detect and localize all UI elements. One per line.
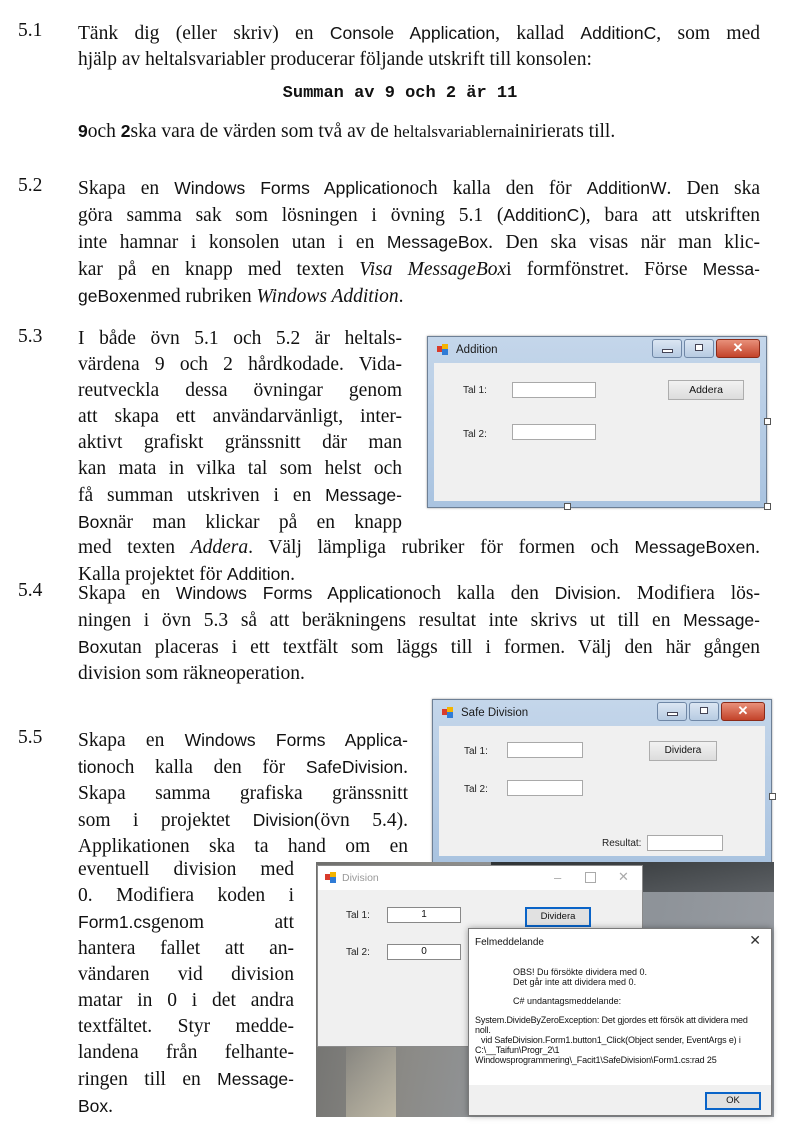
text-run: Skapa en: [78, 178, 175, 199]
title-bar: [433, 700, 771, 726]
exercise-5-5-text-cont: [78, 857, 294, 1120]
app-icon: [442, 707, 455, 718]
resize-handle[interactable]: [564, 503, 571, 510]
text-run: som i projektet: [78, 810, 253, 831]
window-title: Safe Division: [461, 707, 529, 719]
minimize-button[interactable]: [652, 339, 682, 358]
note-text: ska vara de värden som två av de: [130, 121, 394, 142]
tal2-input[interactable]: [512, 424, 596, 440]
text-run: göra samma sak som lösningen i övning 5.1 (: [78, 205, 504, 226]
exception-line: System.DivideByZeroException: Det gjordes ett försök att dividera med: [475, 1015, 748, 1025]
text-run: aktivt grafiskt gränssnitt där man: [78, 432, 402, 453]
code-term: Box: [78, 1096, 109, 1116]
exception-line: Windowsprogrammering\_Facit1\SafeDivision\Form1.cs:rad 25: [475, 1055, 717, 1065]
close-icon[interactable]: ✕: [749, 932, 761, 948]
dividera-button[interactable]: Dividera: [525, 907, 591, 927]
text-run: Skapa samma grafiska gränssnitt: [78, 783, 408, 804]
text-run: (övn 5.4).: [314, 810, 408, 831]
text-line: [78, 352, 402, 378]
text-run: , kallad: [495, 23, 581, 44]
exercise-5-3-text: [78, 326, 402, 536]
code-term: geBoxen: [78, 286, 148, 306]
maximize-icon: [700, 707, 708, 714]
note-text: och: [87, 121, 121, 142]
text-line: [78, 962, 294, 988]
exception-line: noll.: [475, 1025, 491, 1035]
minimize-icon[interactable]: –: [554, 870, 562, 885]
value-2: 2: [120, 121, 131, 141]
message-line: OBS! Du försökte dividera med 0.: [513, 967, 648, 977]
text-line: [78, 727, 408, 754]
text-line: [78, 754, 408, 781]
text-run: genom att: [150, 912, 294, 933]
text-line: [78, 883, 294, 909]
safe-division-window: [432, 699, 772, 863]
text-run: .: [403, 757, 408, 778]
text-run: matar in 0 i det andra: [78, 990, 294, 1011]
maximize-icon: [695, 344, 703, 351]
code-term: AdditionC: [580, 23, 657, 43]
code-term: Division: [554, 583, 617, 603]
text-line: [78, 482, 402, 509]
ok-button[interactable]: OK: [705, 1092, 761, 1110]
text-run: Applikationen ska ta hand om en: [78, 836, 408, 857]
tal1-input[interactable]: [507, 742, 583, 758]
text-run: Skapa en: [78, 730, 185, 751]
resize-handle[interactable]: [769, 793, 776, 800]
minimize-button[interactable]: [657, 702, 687, 721]
text-line: [78, 857, 294, 883]
text-run: textfältet. Styr medde-: [78, 1016, 294, 1037]
exercise-5-2-text: [78, 175, 760, 310]
text-run: reutveckla dessa övningar genom: [78, 380, 402, 401]
text-run: med rubriken: [147, 286, 257, 307]
close-icon: ✕: [732, 340, 744, 355]
note-text: inirierats till.: [514, 121, 616, 142]
exercise-5-5-text: [78, 727, 408, 860]
text-run: ), bara att utskriften: [579, 205, 760, 226]
text-run: och kalla den för: [106, 757, 306, 778]
text-line: [78, 781, 408, 807]
window-title: Division: [342, 872, 379, 884]
close-icon: ✕: [737, 703, 749, 718]
code-term: SafeDivision: [305, 757, 404, 777]
text-line: [78, 202, 760, 229]
code-term: Division: [252, 810, 315, 830]
exception-text: [475, 1015, 767, 1065]
text-run: landena från felhante-: [78, 1042, 294, 1063]
exercise-number: 5.1: [18, 20, 43, 41]
exercise-number: 5.3: [18, 326, 43, 347]
text-run: få summan utskriven i en: [78, 485, 326, 506]
text-run: . Välj lämpliga rubriker för formen och: [248, 537, 635, 558]
code-term: Windows Forms Application: [174, 178, 410, 198]
text-line: [78, 807, 408, 834]
close-icon[interactable]: ✕: [618, 869, 629, 884]
code-term: Addition: [226, 564, 291, 584]
code-term: Message-: [683, 610, 760, 630]
code-term: Messa-: [702, 259, 760, 279]
text-run: hantera fallet att an-: [78, 938, 294, 959]
text-run: Kalla projektet för: [78, 564, 227, 585]
text-run: värdena 9 och 2 hårdkodade. Vida-: [78, 354, 402, 375]
error-dialog: [468, 928, 772, 1116]
minimize-icon: [667, 712, 678, 716]
text-line: [78, 634, 760, 661]
text-line: [78, 1093, 294, 1120]
text-line: [78, 661, 760, 687]
maximize-icon[interactable]: [585, 872, 596, 883]
text-line: [78, 229, 760, 256]
dividera-button[interactable]: Dividera: [649, 741, 717, 761]
tal1-input[interactable]: [512, 382, 596, 398]
text-run: med texten: [78, 537, 191, 558]
code-term: Box: [78, 637, 109, 657]
form-client: [439, 726, 765, 856]
text-line: [78, 456, 402, 482]
exception-line: C:\__Taifun\Progr_2\1: [475, 1045, 560, 1055]
text-run: och kalla den för: [409, 178, 587, 199]
code-term: AdditionW: [586, 178, 667, 198]
exercise-5-4-text: [78, 580, 760, 687]
dialog-message: [513, 967, 647, 1006]
value-9: 9: [78, 121, 88, 141]
tal2-input[interactable]: [507, 780, 583, 796]
text-run: I både övn 5.1 och 5.2 är heltals-: [78, 328, 402, 349]
text-run: utan placeras i ett textfält som läggs till i formen. Välj den här gången: [108, 637, 760, 658]
text-run: eventuell division med: [78, 859, 294, 880]
exercise-number: 5.2: [18, 175, 43, 196]
text-run: Tänk dig (eller skriv) en: [78, 23, 330, 44]
code-term: Form1.cs: [78, 912, 151, 932]
text-line: [78, 1014, 294, 1040]
emphasis: Addera: [190, 537, 249, 558]
text-run: och kalla den: [412, 583, 555, 604]
code-term: Box: [78, 512, 109, 532]
text-run: . Modifiera lös-: [616, 583, 760, 604]
app-icon: [437, 344, 450, 355]
code-term: Windows Forms Applica-: [184, 730, 408, 750]
text-run: .: [108, 1096, 114, 1117]
exercise-number: 5.5: [18, 727, 43, 748]
text-run: . Den ska: [666, 178, 761, 199]
text-run: 0. Modifiera koden i: [78, 885, 294, 906]
dialog-title: Felmeddelande: [475, 937, 544, 948]
text-line: [78, 175, 760, 202]
addera-button[interactable]: Addera: [668, 380, 744, 400]
text-run: , som med: [656, 23, 760, 44]
text-line: [78, 430, 402, 456]
text-line: [78, 1066, 294, 1093]
maximize-button[interactable]: [689, 702, 719, 721]
text-line: [78, 404, 402, 430]
exercise-number: 5.4: [18, 580, 43, 601]
tal2-label: Tal 2:: [346, 947, 370, 958]
form-client: [434, 363, 760, 501]
tal1-label: Tal 1:: [463, 385, 487, 396]
code-term: MessageBoxen: [634, 537, 756, 557]
dialog-footer: [469, 1085, 771, 1115]
code-term: Console Application: [329, 23, 496, 43]
resize-handle[interactable]: [764, 418, 771, 425]
exercise-5-1-text: [78, 20, 760, 73]
text-line: [78, 534, 760, 561]
title-bar: [428, 337, 766, 363]
maximize-button[interactable]: [684, 339, 714, 358]
window-title: Addition: [456, 344, 498, 356]
text-line: [78, 909, 294, 936]
text-run: ningen i övn 5.3 så att beräkningens resultat inte skrivs ut till en: [78, 610, 684, 631]
text-line: [78, 20, 760, 47]
title-bar: [318, 866, 642, 890]
text-run: .: [398, 286, 404, 307]
addition-window: [427, 336, 767, 508]
text-line: [78, 509, 402, 536]
text-line: [78, 580, 760, 607]
tal2-label: Tal 2:: [463, 429, 487, 440]
emphasis: Windows Addition: [256, 286, 399, 307]
tal1-label: Tal 1:: [464, 746, 488, 757]
emphasis: Visa MessageBox: [359, 259, 507, 280]
tal2-label: Tal 2:: [464, 784, 488, 795]
text-run: .: [755, 537, 760, 558]
text-run: i formfönstret. Förse: [506, 259, 703, 280]
tal1-label: Tal 1:: [346, 910, 370, 921]
text-line: [78, 326, 402, 352]
code-term: MessageBox: [386, 232, 489, 252]
close-button[interactable]: [721, 702, 765, 721]
text-run: ringen till en: [78, 1069, 218, 1090]
message-line: C# undantagsmeddelande:: [513, 996, 622, 1006]
code-term: tion: [78, 757, 107, 777]
text-run: kan mata in vilka tal som helst och: [78, 458, 402, 479]
text-run: inte hamnar i konsolen utan i en: [78, 232, 387, 253]
app-icon: [325, 872, 338, 883]
tal2-input[interactable]: 0: [387, 944, 461, 960]
text-line: [78, 988, 294, 1014]
message-line: Det går inte att dividera med 0.: [513, 977, 637, 987]
text-run: hjälp av heltalsvariabler producerar följande utskrift till konsolen:: [78, 49, 592, 70]
text-line: [78, 256, 760, 283]
console-output: Summan av 9 och 2 är 11: [282, 84, 518, 103]
exception-line: vid SafeDivision.Form1.button1_Click(Object sender, EventArgs e) i: [481, 1035, 741, 1045]
text-line: [78, 1040, 294, 1066]
text-line: [78, 378, 402, 404]
close-button[interactable]: [716, 339, 760, 358]
exercise-5-1-note: [78, 118, 760, 145]
resultat-label: Resultat:: [602, 838, 642, 849]
note-text: heltalsvariablerna: [393, 122, 515, 141]
text-run: .: [290, 564, 296, 585]
text-run: Skapa en: [78, 583, 176, 604]
code-term: Windows Forms Application: [175, 583, 413, 603]
text-line: [78, 607, 760, 634]
text-run: . Den ska visas när man klic-: [488, 232, 761, 253]
text-run: vändaren vid division: [78, 964, 294, 985]
resize-handle[interactable]: [764, 503, 771, 510]
text-run: kar på en knapp med texten: [78, 259, 360, 280]
text-line: [78, 283, 760, 310]
text-run: division som räkneoperation.: [78, 663, 305, 684]
code-term: Message-: [217, 1069, 294, 1089]
text-run: att skapa ett användarvänligt, inter-: [78, 406, 402, 427]
resultat-output[interactable]: [647, 835, 723, 851]
code-term: Message-: [325, 485, 402, 505]
code-term: AdditionC: [503, 205, 580, 225]
tal1-input[interactable]: 1: [387, 907, 461, 923]
text-line: [78, 47, 760, 73]
minimize-icon: [662, 349, 673, 353]
text-run: när man klickar på en knapp: [108, 512, 402, 533]
text-line: [78, 936, 294, 962]
